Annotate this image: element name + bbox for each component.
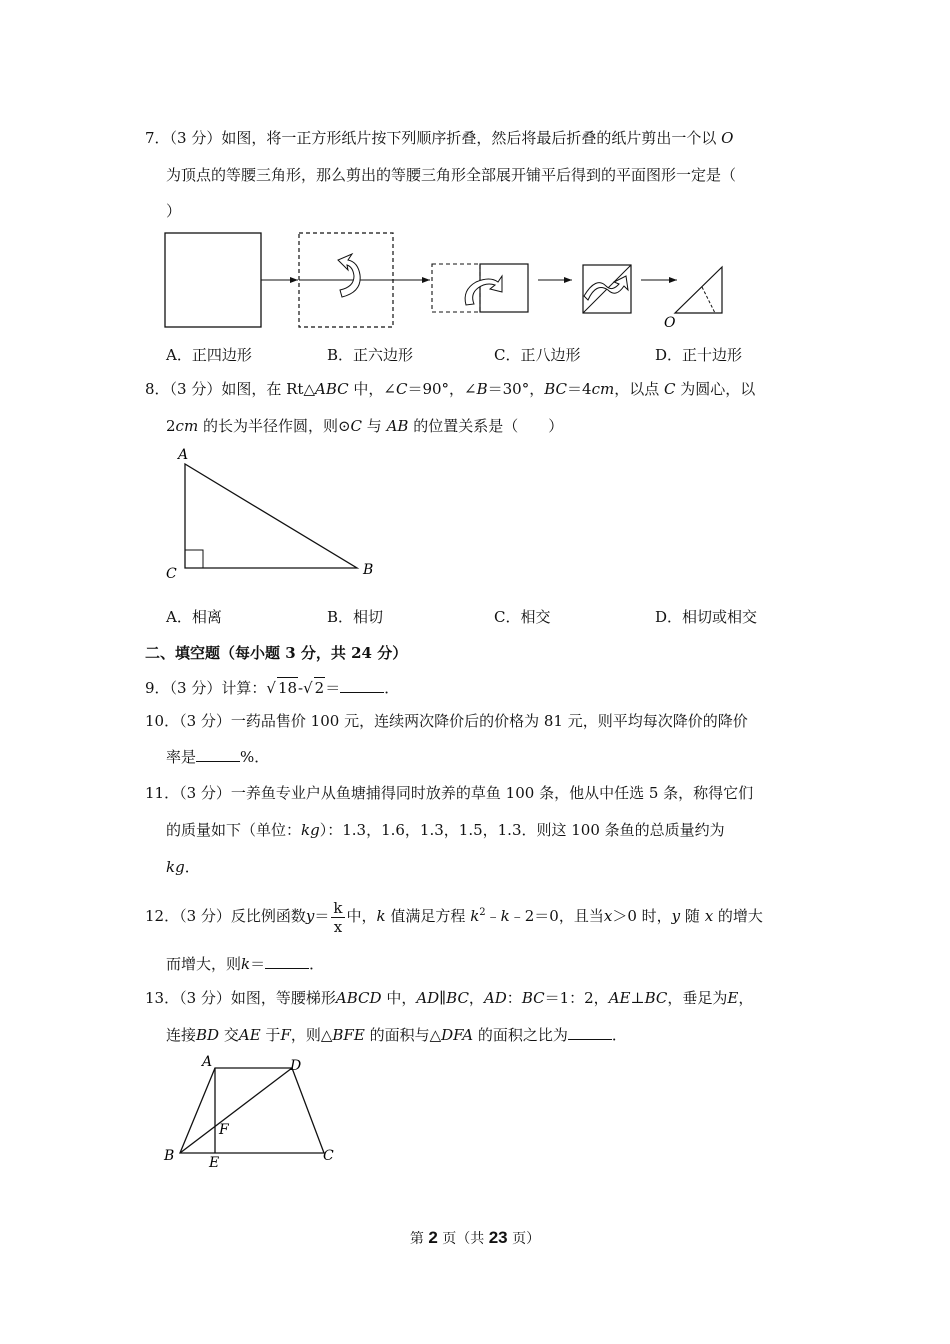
q13-point-E: E bbox=[209, 1155, 220, 1171]
q9-line: 9．（3 分）计算：√ 18-√ 2＝ ． bbox=[145, 679, 400, 697]
q7-option-b[interactable]: B．正六边形 bbox=[327, 346, 414, 364]
q13-point-B: B bbox=[164, 1148, 175, 1164]
q8-point-C: C bbox=[166, 566, 177, 582]
page-footer: 第 2 页（共 23 页） bbox=[409, 1228, 541, 1247]
trapezoid-abcd bbox=[180, 1068, 324, 1153]
q7-line1: 7．（3 分）如图，将一正方形纸片按下列顺序折叠，然后将最后折叠的纸片剪出一个以 O bbox=[145, 129, 734, 147]
section-heading: 二、填空题（每小题 3 分，共 24 分） bbox=[145, 644, 408, 662]
q8-option-c[interactable]: C．相交 bbox=[494, 608, 551, 626]
q7-point-O: O bbox=[664, 315, 676, 331]
q13-line2: 连接BD 交AE 于F，则△BFE 的面积与△DFA 的面积之比为 ． bbox=[166, 1026, 627, 1044]
q11-line2: 的质量如下（单位：kg）：1.3，1.6，1.3，1.5，1.3．则这 100 条鱼的总质量约为 bbox=[166, 821, 725, 839]
q12-line2: 而增大，则k＝ ． bbox=[166, 955, 325, 973]
sqrt-symbol-icon: √ bbox=[266, 679, 276, 697]
q8-option-a[interactable]: A．相离 bbox=[166, 608, 222, 626]
q7-option-c[interactable]: C．正八边形 bbox=[494, 346, 581, 364]
q8-line1: 8．（3 分）如图，在 Rt△ABC 中，∠C＝90°，∠B＝30°，BC＝4cm，以点 C 为圆心，以 bbox=[145, 380, 756, 398]
q13-point-D: D bbox=[290, 1058, 302, 1074]
q13-point-F: F bbox=[219, 1122, 229, 1138]
q7-option-a[interactable]: A．正四边形 bbox=[166, 346, 252, 364]
q8-option-b[interactable]: B．相切 bbox=[327, 608, 384, 626]
q10-line2: 率是 %． bbox=[166, 748, 270, 766]
q12-line1: 12．（3 分）反比例函数y＝ $\frac{k}{x}$ 中，k 值满足方程 $k^2﹣k﹣2=0$，且当x＞0 时，y 随 x 的增大 bbox=[145, 898, 763, 936]
q11-line3: kg． bbox=[166, 858, 200, 876]
sqrt-symbol-icon-2: √ bbox=[303, 679, 313, 697]
q8-line2: 2cm 的长为半径作圆，则⊙C 与 AB 的位置关系是（ ） bbox=[166, 417, 564, 435]
q11-line1: 11．（3 分）一养鱼专业户从鱼塘捕得同时放养的草鱼 100 条，他从中任选 5 条，称得它们 bbox=[145, 784, 754, 802]
q7-option-d[interactable]: D．正十边形 bbox=[655, 346, 743, 364]
q8-option-d[interactable]: D．相切或相交 bbox=[655, 608, 758, 626]
q13-point-C: C bbox=[323, 1148, 334, 1164]
q13-point-A: A bbox=[202, 1054, 213, 1070]
q8-point-B: B bbox=[363, 562, 374, 578]
q7-line3: ） bbox=[166, 202, 182, 220]
q13-line1: 13．（3 分）如图，等腰梯形ABCD 中，AD∥BC，AD：BC＝1：2，AE⊥BC，垂足为E， bbox=[145, 989, 754, 1007]
fraction-k-over-x: $\frac{k}{x}$ bbox=[333, 898, 343, 936]
q10-line1: 10．（3 分）一药品售价 100 元，连续两次降价后的价格为 81 元，则平均每次降价的降价 bbox=[145, 712, 748, 730]
q8-point-A: A bbox=[178, 447, 189, 463]
q7-line2: 为顶点的等腰三角形，那么剪出的等腰三角形全部展开铺平后得到的平面图形一定是（ bbox=[166, 166, 737, 184]
